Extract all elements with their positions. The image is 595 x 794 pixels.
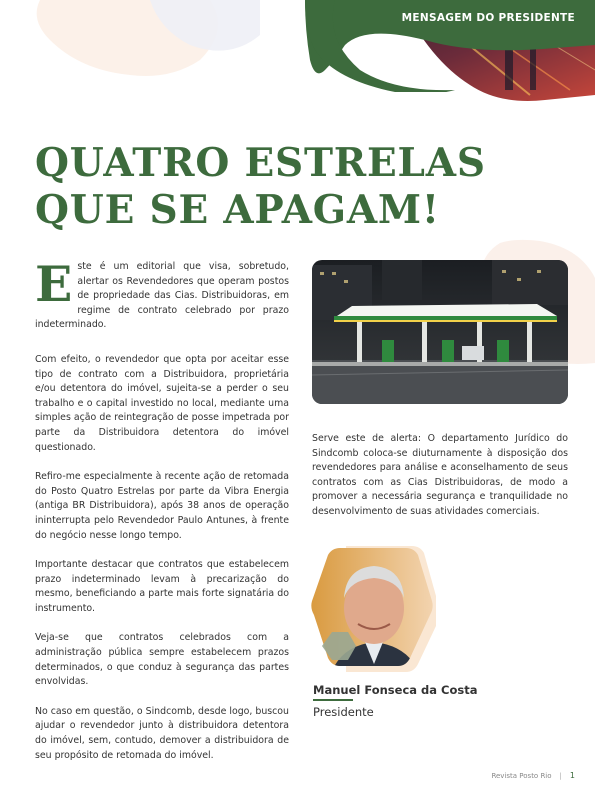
signature-name: Manuel Fonseca da Costa — [313, 683, 478, 697]
paragraph-6: No caso em questão, o Sindcomb, desde logo, buscou ajudar o revendedor junto à distribuidora detentora do imóvel, sem, contudo, demover a distribuidora de seu propósito de retomada do imóvel. — [35, 705, 289, 761]
publication-name: Revista Posto Rio — [491, 772, 552, 780]
paragraph-2: Com efeito, o revendedor que opta por aceitar esse tipo de contrato com a Distribuidora, proprietária e/ou detentora do imóvel, sujeita-se a perder o seu trabalho e o capital investido no local, mediante uma simples ação de reintegração de posse impetrada por parte da Distribuidora detentora do imóvel questionado. — [35, 353, 289, 453]
title-line-1: QUATRO ESTRELAS — [35, 140, 486, 186]
signature-divider — [313, 699, 353, 701]
section-label: MENSAGEM DO PRESIDENTE — [401, 12, 575, 24]
drop-cap: E — [35, 255, 73, 313]
decorative-blob-top-left — [30, 0, 260, 80]
paragraph-7: Serve este de alerta: O departamento Jurídico do Sindcomb coloca-se diuturnamente à disposição dos revendedores para análise e aconselhamento de seus contratos com as Cias Distribuidoras, de modo a promover a necessária segurança e tranquilidade no desenvolvimento de suas atividades comerciais. — [312, 433, 568, 517]
president-portrait — [310, 546, 436, 676]
signature-role: Presidente — [313, 705, 374, 719]
gas-station-photo — [312, 260, 568, 404]
paragraph-5: Veja-se que contratos celebrados com a administração pública sempre estabelecem prazos determinados, o que conduz à segurança das partes envolvidas. — [35, 632, 289, 688]
left-column — [35, 255, 289, 778]
paragraph-3: Refiro-me especialmente à recente ação de retomada do Posto Quatro Estrelas por parte da Vibra Energia (antiga BR Distribuidora), após 38 anos de operação ininterrupta pelo Revendedor Paulo Antunes, à frente do negócio nesse longo tempo. — [35, 471, 289, 541]
right-column — [312, 432, 568, 520]
paragraph-1-text: ste é um editorial que visa, sobretudo, alertar os Revendedores que operam postos de propriedade das Cias. Distribuidoras, em regime de contrato celebrado por prazo indeterminado. — [35, 261, 289, 331]
article-title — [35, 140, 486, 234]
footer-separator: | — [559, 772, 562, 780]
title-line-2: QUE SE APAGAM! — [35, 187, 440, 233]
paragraph-4: Importante destacar que contratos que estabelecem prazo indeterminado levam à precarização do mesmo, beneficiando a parte mais forte signatária do instrumento. — [35, 559, 289, 614]
page-footer — [491, 771, 575, 780]
paragraph-1 — [35, 255, 289, 333]
page-number: 1 — [569, 771, 575, 780]
